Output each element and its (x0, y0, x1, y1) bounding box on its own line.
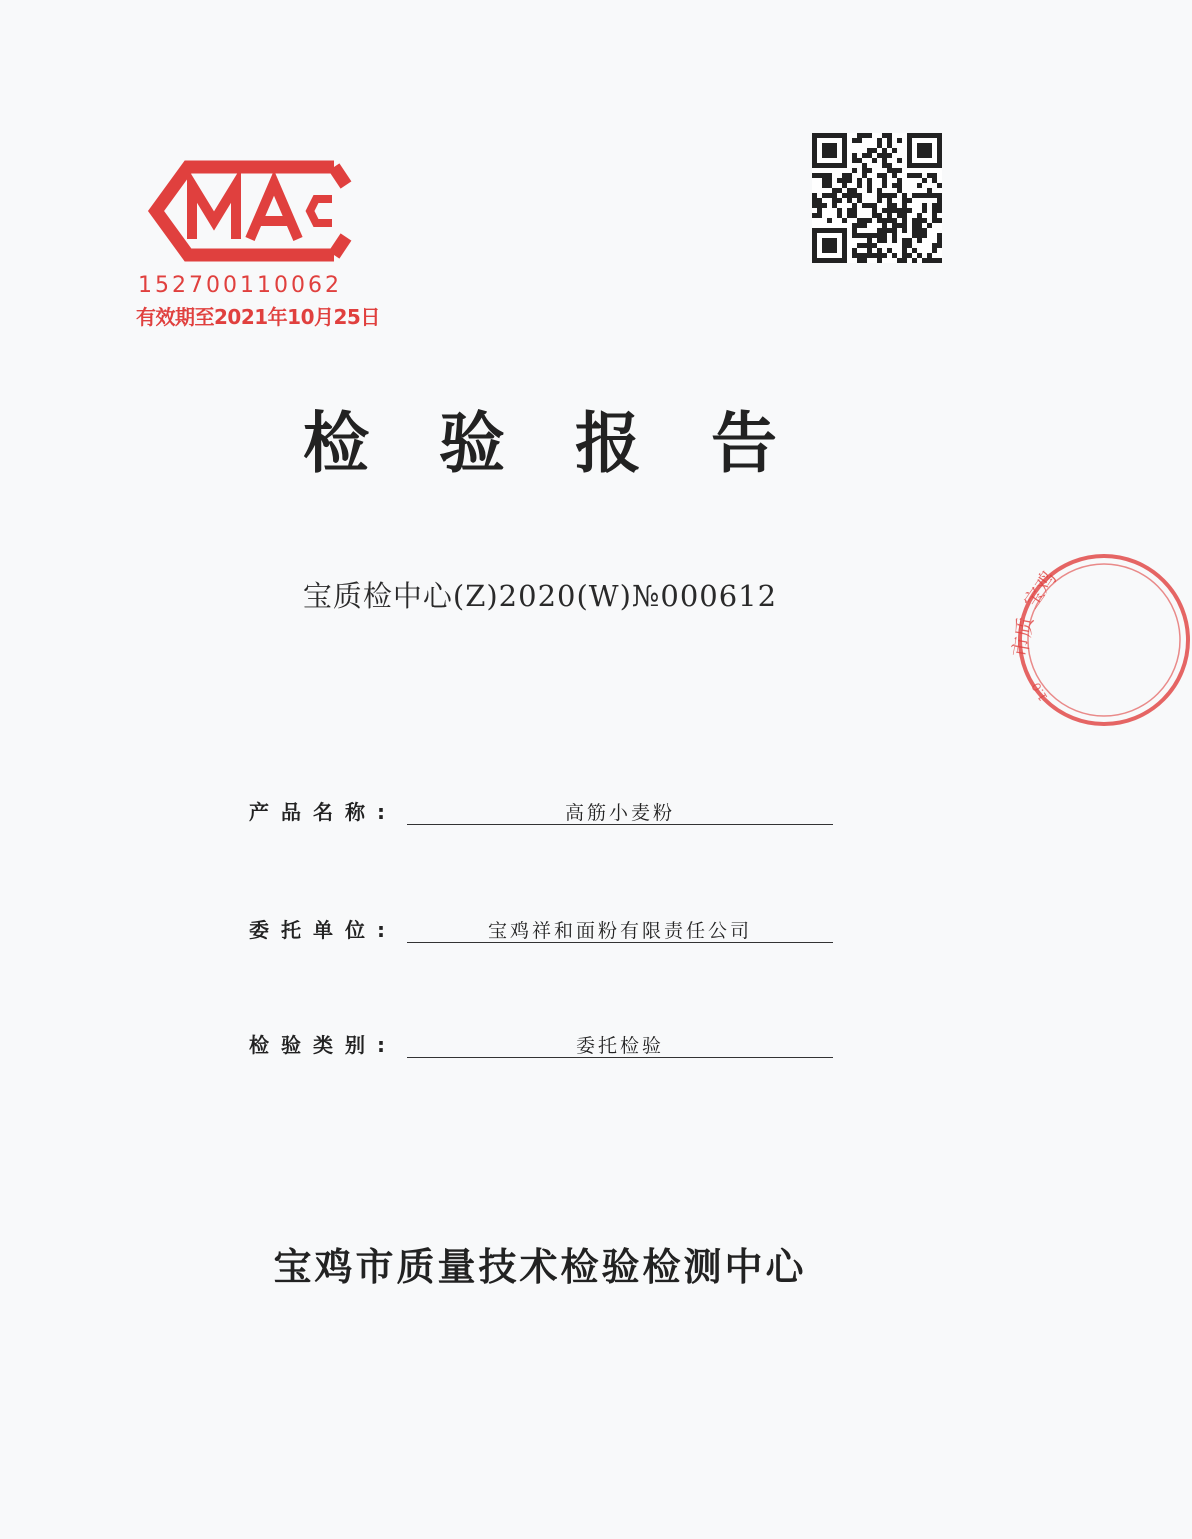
field-product-name (249, 796, 839, 836)
cma-mark (134, 155, 380, 335)
field-client (249, 914, 839, 954)
field-label: 产品名称: (249, 800, 397, 824)
svg-text:1.0: 1.0 (1028, 679, 1051, 704)
report-number: 宝质检中心(Z)2020(W)№000612 (302, 579, 778, 613)
field-value: 委托检验 (575, 1035, 664, 1057)
cma-logo-icon (134, 155, 370, 267)
official-seal-icon (1007, 548, 1080, 733)
underline (407, 1057, 833, 1058)
underline (407, 824, 833, 825)
field-label: 检验类别: (249, 1033, 397, 1057)
svg-text:市质: 市质 (1007, 615, 1038, 659)
report-title: 检验报告 (303, 405, 847, 482)
underline (407, 942, 833, 943)
qr-code-icon (812, 133, 942, 263)
issuing-organization: 宝鸡市质量技术检验检测中心 (273, 1245, 807, 1289)
svg-text:宝鸡: 宝鸡 (1018, 566, 1062, 613)
field-value: 高筋小麦粉 (564, 802, 675, 824)
field-inspection-type (249, 1029, 839, 1069)
cma-valid-date: 有效期至2021年10月25日 (136, 305, 380, 329)
cma-number: 152700110062 (138, 273, 342, 298)
field-value: 宝鸡祥和面粉有限责任公司 (487, 920, 752, 942)
field-label: 委托单位: (249, 918, 397, 942)
